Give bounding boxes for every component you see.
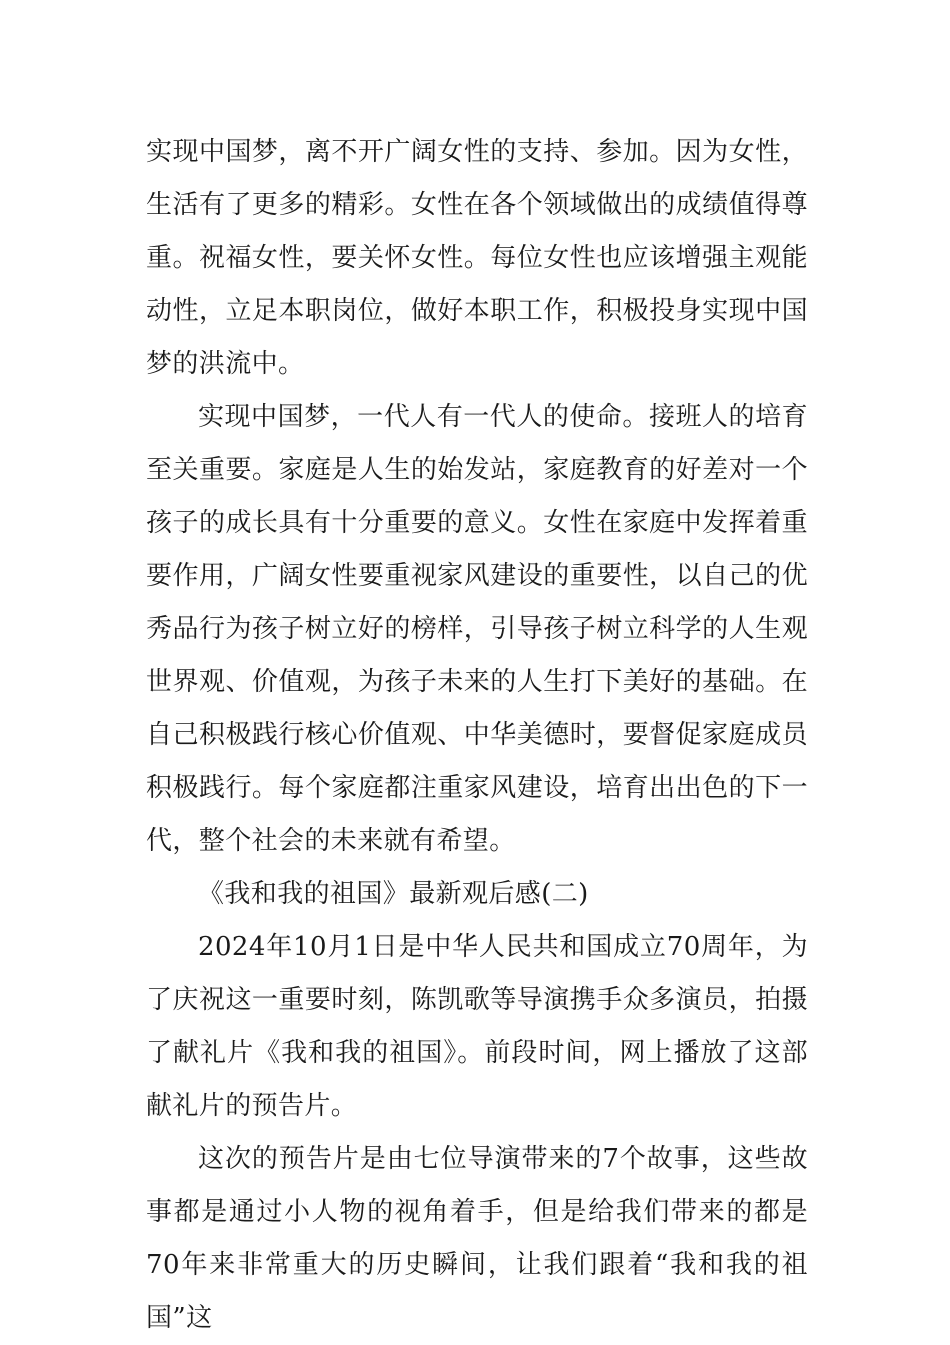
paragraph-women-china-dream: 实现中国梦，离不开广阔女性的支持、参加。因为女性，生活有了更多的精彩。女性在各个领域做出的成绩值得尊重。祝福女性，要关怀女性。每位女性也应该增强主观能动性，立足本职岗位，做好本职工作，积极投身实现中国梦的洪流中。: [146, 137, 808, 379]
paragraph-trailer-stories: 这次的预告片是由七位导演带来的7个故事，这些故事都是通过小人物的视角着手，但是给我们带来的都是70年来非常重大的历史瞬间，让我们跟着“我和我的祖国”这: [146, 1144, 808, 1333]
section-heading: 《我和我的祖国》最新观后感(二): [198, 879, 589, 909]
paragraph-family-education: 实现中国梦，一代人有一代人的使命。接班人的培育至关重要。家庭是人生的始发站，家庭教育的好差对一个孩子的成长具有十分重要的意义。女性在家庭中发挥着重要作用，广阔女性要重视家风建设的重要性，以自己的优秀品行为孩子树立好的榜样，引导孩子树立科学的人生观世界观、价值观，为孩子未来的人生打下美好的基础。在自己积极践行核心价值观、中华美德时，要督促家庭成员积极践行。每个家庭都注重家风建设，培育出出色的下一代，整个社会的未来就有希望。: [146, 402, 808, 856]
document-body: [146, 126, 808, 1345]
paragraph-anniversary-film: 2024年10月1日是中华人民共和国成立70周年，为了庆祝这一重要时刻，陈凯歌等导演携手众多演员，拍摄了献礼片《我和我的祖国》。前段时间，网上播放了这部献礼片的预告片。: [146, 932, 808, 1121]
